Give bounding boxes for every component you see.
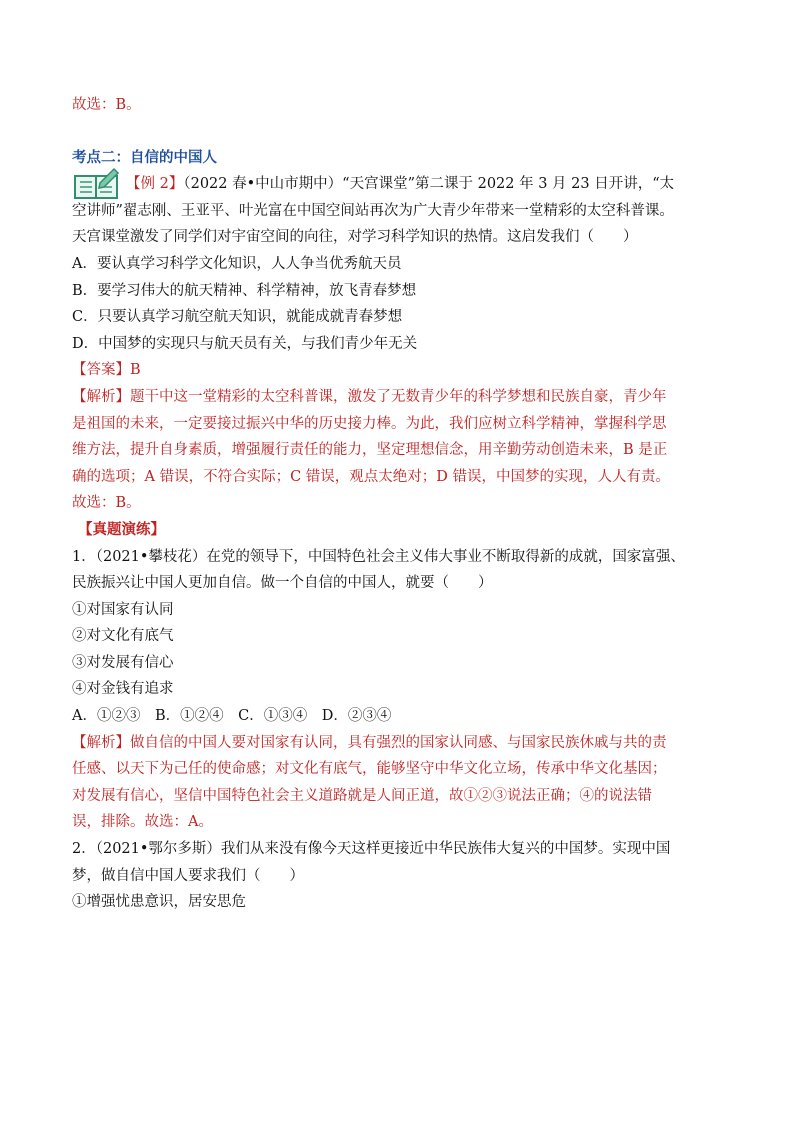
q1-analysis-line2: 任感、以天下为己任的使命感；对文化有底气，能够坚守中华文化立场，传承中华文化基因；	[72, 761, 667, 778]
example-analysis-line3: 维方法，提升自身素质，增强履行责任的能力，坚定理想信念，用辛勤劳动创造未来，B 是正	[72, 442, 668, 459]
q1-line1: 1．（2021•攀枝花）在党的领导下，中国特色社会主义伟大事业不断取得新的成就，国家富强、	[72, 548, 685, 565]
q1-item-2: ②对文化有底气	[72, 628, 174, 645]
example-result: 故选：B。	[72, 495, 141, 512]
q2-item-1: ①增强忧患意识，居安思危	[72, 894, 246, 911]
option-b: B．要学习伟大的航天精神、科学精神，放飞青春梦想	[72, 282, 417, 299]
document-page	[72, 92, 724, 916]
q2-line1: 2．（2021•鄂尔多斯）我们从来没有像今天这样更接近中华民族伟大复兴的中国梦。实现中国	[72, 841, 671, 858]
q1-analysis-text-3a: 对发展有信心，坚信中国特色社会主义道路就是人间正道，故	[72, 787, 464, 804]
section-title: 考点二：自信的中国人	[72, 148, 217, 166]
example-2-line2: 空讲师”翟志刚、王亚平、叶光富在中国空间站再次为广大青少年带来一堂精彩的太空科普课。	[72, 202, 674, 219]
option-c: C．只要认真学习航空航天知识，就能成就青春梦想	[72, 309, 403, 326]
example-label: 【例 2】	[126, 176, 184, 193]
example-answer: 【答案】B	[72, 362, 141, 379]
q1-mark-wrong: ④	[579, 787, 594, 804]
q1-analysis-text-3c: 的说法错	[594, 787, 652, 804]
option-d: D．中国梦的实现只与航天员有关，与我们青少年无关	[72, 335, 418, 352]
q1-analysis-line1	[72, 730, 724, 757]
analysis-label: 【解析】	[72, 388, 130, 405]
q1-item-1: ①对国家有认同	[72, 601, 174, 618]
q1-analysis-line4: 误，排除。故选：A。	[72, 814, 213, 831]
example-analysis-line1	[72, 384, 724, 411]
example-analysis-line4: 确的选项；A 错误，不符合实际；C 错误，观点太绝对；D 错误，中国梦的实现，人人有责。	[72, 468, 671, 485]
q1-line2: 民族振兴让中国人更加自信。做一个自信的中国人，就要（ ）	[72, 575, 493, 592]
q1-mark-correct: ①②③	[463, 787, 507, 804]
example-analysis-line2: 是祖国的未来，一定要接过振兴中华的历史接力棒。为此，我们应树立科学精神，掌握科学思	[72, 415, 667, 432]
q1-item-4: ④对金钱有追求	[72, 681, 174, 698]
example-2-line3: 天宫课堂激发了同学们对宇宙空间的向往，对学习科学知识的热情。这启发我们（ ）	[72, 229, 638, 246]
q1-analysis-text-3b: 说法正确；	[507, 787, 580, 804]
practice-title: 【真题演练】	[78, 520, 165, 538]
analysis-text-1: 题干中这一堂精彩的太空科普课，激发了无数青少年的科学梦想和民族自豪，青少年	[130, 388, 667, 405]
spacer	[72, 119, 724, 145]
book-pencil-icon	[72, 167, 122, 201]
top-result: 故选：B。	[72, 97, 141, 113]
example-2-line1	[72, 171, 724, 198]
example-text-1: （2022 春•中山市期中）“天宫课堂”第二课于 2022 年 3 月 23 日开讲，“太	[183, 176, 675, 193]
option-a: A．要认真学习科学文化知识，人人争当优秀航天员	[72, 255, 402, 272]
q1-analysis-text-1: 做自信的中国人要对国家有认同，具有强烈的国家认同感、与国家民族休戚与共的责	[130, 734, 667, 751]
q2-line2: 梦，做自信中国人要求我们（ ）	[72, 867, 304, 884]
q1-analysis-label: 【解析】	[72, 734, 130, 751]
q1-analysis-line3	[72, 783, 724, 810]
q1-item-3: ③对发展有信心	[72, 654, 174, 671]
q1-choices: A．①②③ B．①②④ C．①③④ D．②③④	[72, 708, 392, 725]
